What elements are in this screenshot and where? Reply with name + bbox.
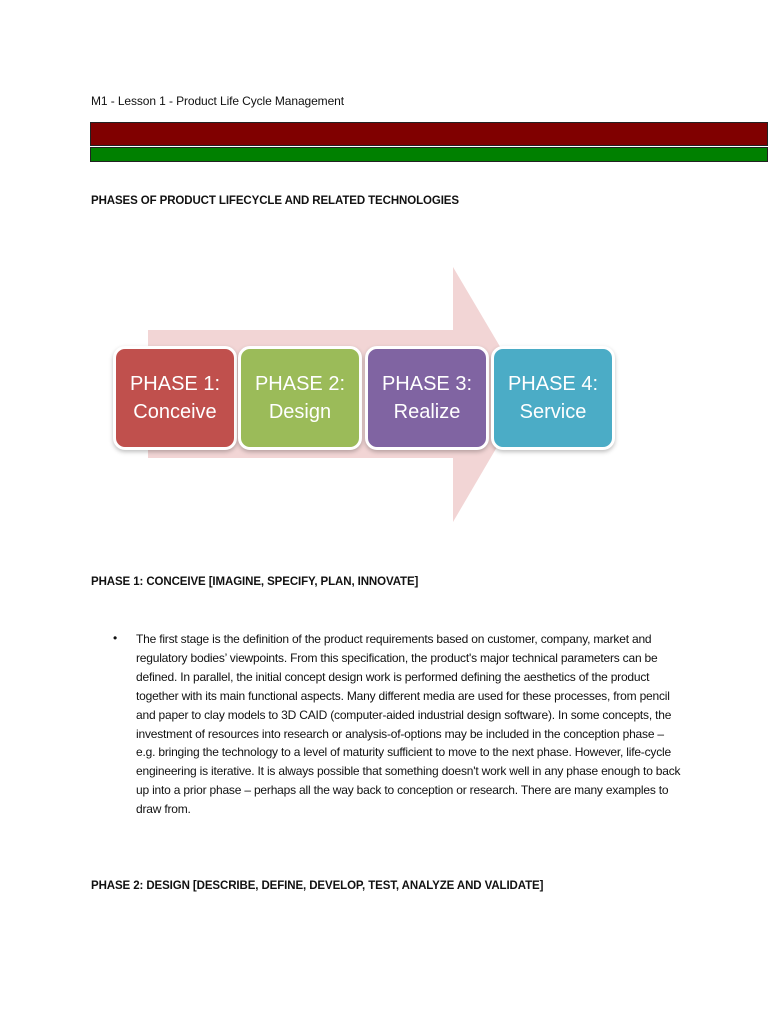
header-band-red	[90, 122, 768, 146]
phase-4-number: PHASE 4:	[507, 373, 599, 395]
phase-3-number: PHASE 3:	[381, 373, 473, 395]
bullet-icon: •	[113, 631, 118, 645]
phase-1-number: PHASE 1:	[129, 373, 221, 395]
phase-2-heading: PHASE 2: DESIGN [DESCRIBE, DEFINE, DEVELOP, TEST, ANALYZE AND VALIDATE]	[91, 880, 544, 892]
phase-4-box	[491, 346, 615, 450]
header-band-green	[90, 147, 768, 162]
phase-3-box	[365, 346, 489, 450]
phase-4-name: Service	[519, 401, 587, 423]
phase-3-name: Realize	[393, 401, 461, 423]
phase-2-name: Design	[268, 401, 332, 423]
phase-1-bullet-item	[113, 630, 683, 819]
document-header: M1 - Lesson 1 - Product Life Cycle Management	[91, 94, 344, 108]
phase-2-box	[238, 346, 362, 450]
lifecycle-diagram	[100, 262, 630, 527]
phase-1-heading: PHASE 1: CONCEIVE [IMAGINE, SPECIFY, PLAN, INNOVATE]	[91, 576, 419, 588]
phase-1-bullet-text: The first stage is the definition of the product requirements based on customer, company, market and regulatory bodies’ viewpoints. From this specification, the product's major technical parameters can be defined. In parallel, the initial concept design work is performed defining the aesthetics of the product together with its main functional aspects. Many different media are used for these processes, from pencil and paper to clay models to 3D CAID (computer-aided industrial design software). In some concepts, the investment of resources into research or analysis-of-options may be included in the conception phase – e.g. bringing the technology to a level of maturity sufficient to move to the next phase. However, life-cycle engineering is iterative. It is always possible that something doesn't work well in any phase enough to back up into a prior phase – perhaps all the way back to conception or research. There are many examples to draw from.	[136, 632, 681, 817]
phase-2-number: PHASE 2:	[254, 373, 346, 395]
section-title: PHASES OF PRODUCT LIFECYCLE AND RELATED TECHNOLOGIES	[91, 195, 459, 207]
phase-1-box	[113, 346, 237, 450]
phase-1-name: Conceive	[133, 401, 217, 423]
